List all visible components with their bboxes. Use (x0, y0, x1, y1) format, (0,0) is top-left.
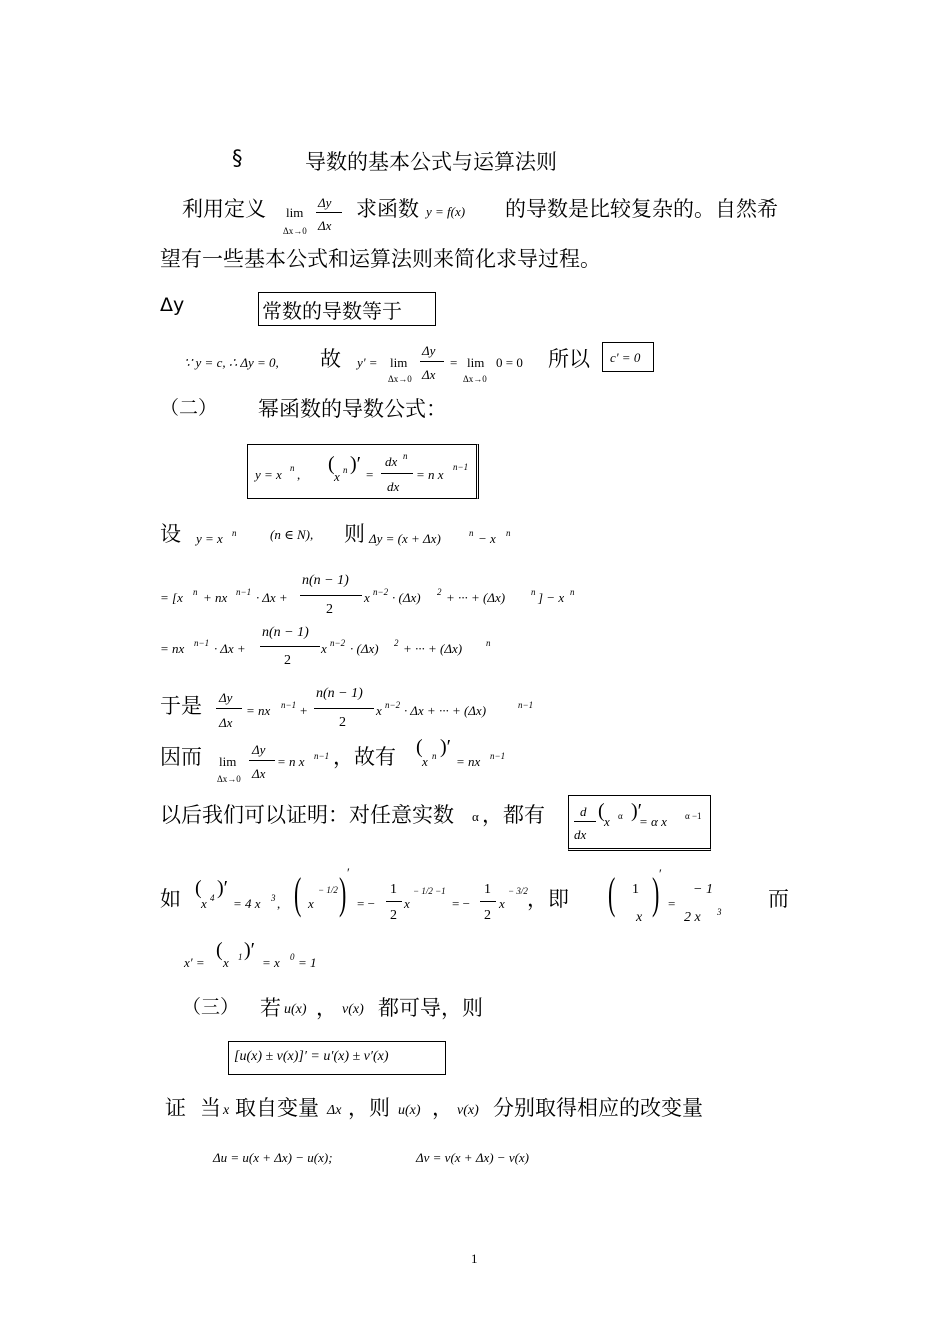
exp2-e-exp: n (486, 638, 491, 648)
pf-eq: = (366, 467, 374, 482)
ex3-rnum: − 1 (693, 882, 713, 897)
pf-mid: x (334, 469, 340, 484)
sec3-x: x (223, 1103, 230, 1118)
ys-den2: 2 (339, 715, 346, 730)
ex2-den2: 2 (484, 908, 491, 923)
ye-paren-close: )′ (440, 736, 452, 758)
ye-a-exp: n−1 (314, 751, 330, 761)
ye-b-exp: n (432, 751, 437, 761)
exp2-den: 2 (284, 653, 291, 668)
ye-c-exp: n−1 (490, 751, 506, 761)
exp2-d-exp: 2 (394, 638, 399, 648)
ex2-prime: ′ (347, 865, 350, 880)
sec1-result: c' = 0 (610, 350, 641, 365)
sec1-lim: lim (390, 355, 408, 370)
exp1-a: = [x (160, 590, 183, 605)
sec3-sep: ， (316, 996, 337, 1020)
set-a: y = x (196, 531, 223, 546)
exp2-d: · (Δx) (350, 641, 379, 656)
exp1-f-exp: n (531, 587, 536, 597)
ys-den: Δx (219, 715, 233, 730)
exp2-c-exp: n−2 (330, 638, 346, 648)
ex2-num: 1 (390, 882, 397, 897)
exp1-num: n(n − 1) (302, 573, 349, 588)
sec1-frac-bar (420, 361, 444, 362)
pf-comma: , (297, 467, 301, 482)
exp1-d-exp: n−2 (373, 587, 389, 597)
ys-num: Δy (219, 690, 233, 705)
sec3-u: u(x) (284, 1002, 307, 1017)
ex2-x2: x (404, 896, 410, 911)
xprime-c: = 1 (298, 955, 317, 970)
ex2-eq: = − (357, 896, 375, 911)
ex1-result: = 4 x (233, 896, 261, 911)
exp1-g-exp: n (570, 587, 575, 597)
ye-lim: lim (219, 754, 237, 769)
ex1-x-exp: 4 (210, 893, 215, 903)
intro-text-2: 求函数 (356, 197, 419, 221)
gen-a: x (604, 814, 610, 829)
ys-plus: + (300, 703, 308, 718)
ex2-lparen: ( (294, 869, 302, 918)
ex2-bar2 (480, 901, 496, 902)
pf-num: dx (385, 454, 398, 469)
ex3-rparen: ) (652, 869, 660, 918)
exp2-e: + ··· + (Δx) (403, 641, 463, 656)
ex3-prime: ′ (659, 866, 662, 881)
sec3-dx: Δx (327, 1103, 342, 1118)
sec1-number: Δy (160, 294, 185, 316)
intro-text-3: 的导数是比较复杂的。自然希 (505, 197, 778, 221)
section-symbol: § (232, 146, 243, 170)
exp2-c: x (321, 641, 327, 656)
intro-frac-num: Δy (318, 195, 332, 210)
dang-label: 当 (200, 1096, 221, 1120)
she-label: 设 (160, 522, 181, 546)
gen-paren-close: )′ (631, 800, 643, 822)
sec3-v: v(x) (342, 1002, 364, 1017)
alpha-formula-box (568, 795, 711, 851)
ys-num2: n(n − 1) (316, 686, 363, 701)
sec3-tail: 都可导，则 (378, 996, 483, 1020)
exp1-b-exp: n−1 (236, 587, 252, 597)
ji-label: ，即 (527, 887, 569, 911)
ex3-rden-exp: 3 (717, 907, 722, 917)
ys-bar2 (314, 708, 374, 709)
sec1-result-box (602, 342, 654, 372)
sec1-eq: = (450, 355, 458, 370)
delta-tail: − x (478, 531, 496, 546)
sec2-number: （二） (160, 397, 218, 419)
sec1-title-box (258, 292, 436, 326)
ex2-x3-exp: − 3/2 (508, 886, 528, 896)
er-label: 而 (768, 887, 789, 911)
pf-left: y = x (255, 467, 282, 482)
delta-eq: Δy = (x + Δx) (369, 531, 441, 546)
sec3-v2: v(x) (457, 1103, 479, 1118)
ru-label: 如 (160, 887, 181, 911)
sec1-title: 常数的导数等于 (262, 299, 402, 323)
xprime-exp: 1 (238, 952, 243, 962)
sum-rule: [u(x) ± v(x)]′ = u′(x) ± v′(x) (234, 1049, 389, 1064)
delta-u: Δu = u(x + Δx) − u(x); (213, 1150, 333, 1165)
xprime-x: x (223, 955, 229, 970)
ys-a: = nx (246, 703, 271, 718)
yushi-label: 于是 (160, 694, 202, 718)
sec3-number: （三） (182, 996, 240, 1018)
gen-num: d (580, 804, 587, 819)
ys-c-exp: n−1 (518, 700, 534, 710)
exp1-bar (300, 595, 362, 596)
ex2-rparen: ) (339, 869, 347, 918)
ye-paren: ( (416, 736, 423, 758)
delta-exp: n (469, 528, 474, 538)
sec3-ze: ，则 (348, 1096, 390, 1120)
ex2-num2: 1 (484, 882, 491, 897)
intro-func: y = f(x) (426, 204, 466, 219)
ys-b-exp: n−2 (385, 700, 401, 710)
ex2-x2-exp: − 1/2 −1 (413, 886, 446, 896)
sec1-tail: 0 = 0 (496, 355, 523, 370)
ex2-x3: x (499, 896, 505, 911)
ye-lim-sub: Δx→0 (217, 774, 241, 784)
pf-bar (381, 473, 413, 474)
sec1-suoyi: 所以 (548, 347, 590, 371)
sec1-lim2-sub: Δx→0 (463, 374, 487, 384)
ex3-eq: = (668, 896, 676, 911)
intro-frac-den: Δx (318, 218, 332, 233)
exp1-c: · Δx + (256, 590, 288, 605)
sec1-frac-den: Δx (422, 367, 436, 382)
ex3-den: x (636, 910, 643, 925)
sec3-tail2: 分别取得相应的改变量 (493, 1096, 703, 1120)
gen-den: dx (574, 827, 587, 842)
xprime-a: x′ = (184, 955, 205, 970)
guyou-label: ，故有 (333, 745, 396, 769)
exp1-g: ] − x (538, 590, 565, 605)
ye-den: Δx (252, 766, 266, 781)
sec3-sep2: ， (432, 1096, 453, 1120)
intro-frac-bar (316, 212, 342, 213)
exp1-b: + nx (203, 590, 228, 605)
douyou-text: ，都有 (482, 803, 545, 827)
ex2-bar (386, 901, 402, 902)
ex2-den: 2 (390, 908, 397, 923)
exp2-bar (260, 646, 320, 647)
pf-right: = n x (416, 467, 444, 482)
delta-tail-exp: n (506, 528, 511, 538)
delta-v: Δv = v(x + Δx) − v(x) (416, 1150, 530, 1165)
ye-a: = n x (277, 754, 305, 769)
sec1-gu: 故 (320, 347, 341, 371)
later-text: 以后我们可以证明：对任意实数 (160, 803, 454, 827)
exp2-b: · Δx + (214, 641, 246, 656)
exp1-d: x (364, 590, 370, 605)
ex1-comma: , (277, 896, 281, 911)
exp2-a-exp: n−1 (194, 638, 210, 648)
sec3-ruo: 若 (260, 996, 281, 1020)
sec2-heading: 幂函数的导数公式： (258, 397, 447, 421)
xprime-paren: ( (216, 939, 223, 961)
ex1-exp: 3 (271, 893, 276, 903)
xprime-b: = x (262, 955, 280, 970)
sec1-because: ∵ y = c, ∴ Δy = 0, (184, 355, 279, 370)
ex1-paren: ( (195, 877, 202, 899)
ye-b: x (422, 754, 428, 769)
ex3-lparen: ( (608, 869, 616, 918)
sec3-u2: u(x) (398, 1103, 421, 1118)
sec1-lim-sub: Δx→0 (388, 374, 412, 384)
ex1-x: x (201, 896, 207, 911)
sec1-yprime: y' = (357, 355, 378, 370)
xprime-b-exp: 0 (290, 952, 295, 962)
pf-paren: ( (328, 453, 335, 475)
exp2-num: n(n − 1) (262, 625, 309, 640)
ex2-x: x (308, 896, 314, 911)
page-number: 1 (471, 1251, 478, 1266)
ys-c: · Δx + ··· + (Δx) (404, 703, 487, 718)
intro-text-1: 利用定义 (182, 197, 266, 221)
intro-lim-sub: Δx→0 (283, 226, 307, 236)
ex1-paren-close: )′ (217, 877, 229, 899)
ye-c: = nx (456, 754, 481, 769)
xprime-paren-close: )′ (244, 939, 256, 961)
gen-b-exp: α −1 (685, 811, 702, 821)
yiner-label: 因而 (160, 745, 202, 769)
exp1-a-exp: n (193, 587, 198, 597)
zheng-label: 证 (165, 1096, 186, 1120)
ye-num: Δy (252, 742, 266, 757)
ze-label: 则 (344, 522, 365, 546)
exp1-den: 2 (326, 602, 333, 617)
qu-label: 取自变量 (235, 1096, 319, 1120)
ex2-eq2: = − (452, 896, 470, 911)
sec1-lim2: lim (467, 355, 485, 370)
ex3-num: 1 (632, 882, 639, 897)
pf-num-exp: n (403, 451, 408, 461)
set-a-exp: n (232, 528, 237, 538)
ye-bar (249, 760, 275, 761)
ys-b: x (376, 703, 382, 718)
ys-a-exp: n−1 (281, 700, 297, 710)
pf-mid-exp: n (343, 465, 348, 475)
pf-right-exp: n−1 (453, 462, 469, 472)
ys-bar (216, 708, 242, 709)
power-formula-box (247, 444, 479, 499)
pf-left-exp: n (290, 463, 295, 473)
pf-paren-close: )′ (350, 453, 362, 475)
set-b: (n ∈ N), (270, 527, 314, 542)
page-title: 导数的基本公式与运算法则 (305, 150, 557, 174)
exp1-e-exp: 2 (437, 587, 442, 597)
exp1-f: + ··· + (Δx) (446, 590, 506, 605)
ex2-exp: − 1/2 (318, 885, 338, 895)
gen-b: = α x (639, 814, 667, 829)
pf-den: dx (387, 479, 400, 494)
gen-bar (574, 821, 596, 822)
gen-a-exp: α (618, 811, 623, 821)
sum-rule-box (228, 1041, 446, 1075)
exp1-e: · (Δx) (392, 590, 421, 605)
gen-paren: ( (598, 800, 605, 822)
ex3-rden: 2 x (684, 910, 701, 925)
alpha-symbol: α (472, 809, 479, 824)
exp2-a: = nx (160, 641, 185, 656)
intro-lim: lim (286, 205, 304, 220)
intro-text-4: 望有一些基本公式和运算法则来简化求导过程。 (160, 247, 601, 271)
sec1-frac-num: Δy (422, 343, 436, 358)
